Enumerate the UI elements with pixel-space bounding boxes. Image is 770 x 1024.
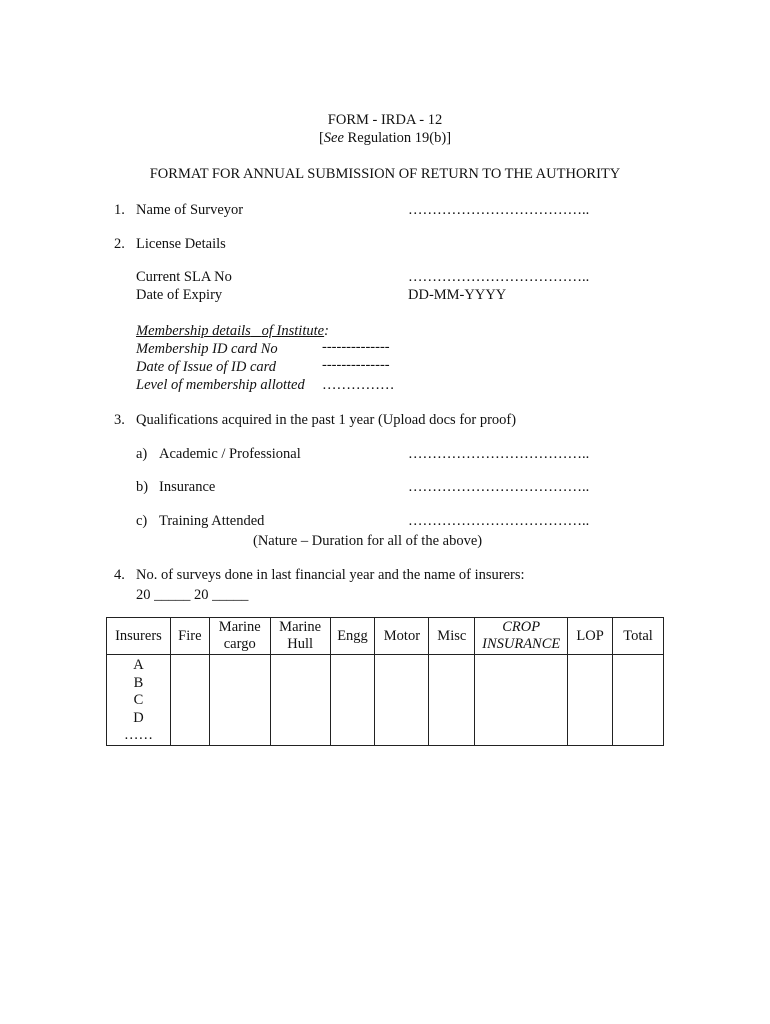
- training-label: Training Attended: [159, 513, 265, 529]
- expiry-date-label: Date of Expiry: [136, 287, 223, 303]
- insurer-a: A: [133, 657, 144, 673]
- membership-heading-a: Membership details: [136, 323, 251, 339]
- membership-id-field[interactable]: --------------: [322, 339, 390, 355]
- form-title: FORM - IRDA - 12: [327, 112, 443, 128]
- membership-id-label: Membership ID card No: [136, 341, 278, 357]
- membership-level-label: Level of membership allotted: [136, 377, 305, 393]
- license-details-label: License Details: [136, 236, 226, 252]
- engg-cell[interactable]: [330, 655, 375, 746]
- academic-field[interactable]: ………………………………..: [408, 446, 590, 462]
- regulation-reference: [0, 129, 770, 147]
- regulation-bracket: [: [318, 130, 324, 146]
- membership-heading-b: of Institute: [261, 323, 325, 339]
- sub-a-letter: a): [136, 446, 148, 462]
- surveys-table: [106, 617, 664, 746]
- col-motor: Motor: [375, 618, 429, 655]
- col-crop-insurance: CROP INSURANCE: [475, 618, 568, 655]
- crop-insurance-cell[interactable]: [475, 655, 568, 746]
- insurer-d: D: [133, 709, 144, 726]
- total-cell[interactable]: [613, 655, 664, 746]
- insurers-cell: [107, 655, 171, 746]
- regulation-see: See: [323, 130, 344, 146]
- col-marine-cargo: Marine cargo: [209, 618, 270, 655]
- surveyor-name-label: Name of Surveyor: [136, 202, 244, 218]
- sla-number-label: Current SLA No: [136, 269, 232, 285]
- insurance-field[interactable]: ………………………………..: [408, 479, 590, 495]
- col-misc: Misc: [429, 618, 475, 655]
- sub-b-letter: b): [136, 479, 149, 495]
- misc-cell[interactable]: [429, 655, 475, 746]
- lop-cell[interactable]: [568, 655, 613, 746]
- regulation-text: Regulation 19(b)]: [343, 130, 452, 146]
- col-insurers: Insurers: [107, 618, 171, 655]
- qualifications-label: Qualifications acquired in the past 1 year (Upload docs for proof): [136, 412, 517, 428]
- item-3-number: 3.: [114, 412, 125, 428]
- item-1-number: 1.: [114, 202, 125, 218]
- item-4-number: 4.: [114, 567, 125, 583]
- surveys-label: No. of surveys done in last financial year and the name of insurers:: [136, 567, 525, 583]
- col-total: Total: [613, 618, 664, 655]
- motor-cell[interactable]: [375, 655, 429, 746]
- table-row: [107, 655, 664, 746]
- surveyor-name-field[interactable]: ………………………………..: [408, 202, 590, 218]
- col-lop: LOP: [568, 618, 613, 655]
- academic-label: Academic / Professional: [159, 446, 301, 462]
- insurer-more: ……: [123, 727, 153, 743]
- sla-number-field[interactable]: ………………………………..: [408, 269, 590, 285]
- format-title: FORMAT FOR ANNUAL SUBMISSION OF RETURN TO THE AUTHORITY: [149, 166, 621, 182]
- insurance-label: Insurance: [159, 479, 216, 495]
- sub-c-letter: c): [136, 513, 148, 529]
- membership-level-field[interactable]: ……………: [322, 377, 395, 393]
- insurer-c: C: [133, 692, 144, 708]
- membership-heading: Membership details of Institute:: [136, 323, 329, 339]
- col-fire: Fire: [170, 618, 209, 655]
- id-issue-date-label: Date of Issue of ID card: [136, 359, 277, 375]
- expiry-date-field[interactable]: DD-MM-YYYY: [408, 287, 507, 303]
- insurer-b: B: [133, 674, 144, 691]
- table-header-row: [107, 618, 664, 655]
- marine-hull-cell[interactable]: [270, 655, 330, 746]
- id-issue-date-field[interactable]: --------------: [322, 357, 390, 373]
- fire-cell[interactable]: [170, 655, 209, 746]
- col-engg: Engg: [330, 618, 375, 655]
- qualifications-note: (Nature – Duration for all of the above): [253, 533, 483, 549]
- marine-cargo-cell[interactable]: [209, 655, 270, 746]
- col-marine-hull: Marine Hull: [270, 618, 330, 655]
- item-2-number: 2.: [114, 236, 125, 252]
- training-field[interactable]: ………………………………..: [408, 513, 590, 529]
- year-range-field[interactable]: 20 _____ 20 _____: [136, 587, 249, 603]
